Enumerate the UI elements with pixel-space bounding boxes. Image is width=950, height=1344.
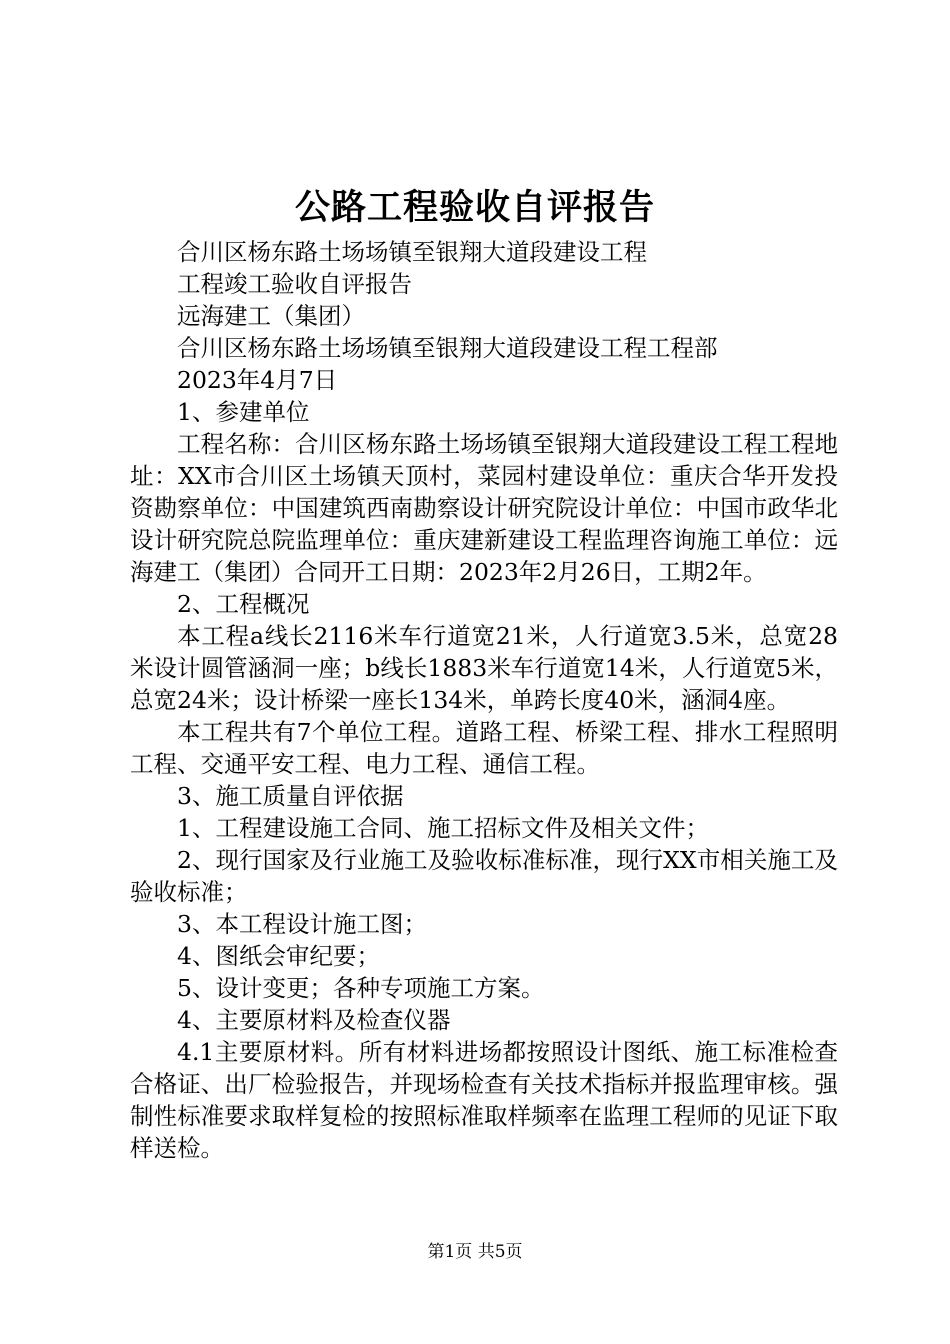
paragraph-report-name: 工程竣工验收自评报告 <box>177 270 412 298</box>
list-item-basis-2: 2、现行国家及行业施工及验收标准标准，现行XX市相关施工及验收标准； <box>130 846 838 906</box>
document-title: 公路工程验收自评报告 <box>294 187 655 228</box>
document-body <box>130 236 838 1164</box>
paragraph-overview-lines: 本工程a线长2116米车行道宽21米，人行道宽3.5米，总宽28米设计圆管涵洞一座；b线长1883米车行道宽14米，人行道宽5米，总宽24米；设计桥梁一座长134米，单跨长度40米，涵洞4座。 <box>130 622 838 714</box>
paragraph-overview-units: 本工程共有7个单位工程。道路工程、桥梁工程、排水工程照明工程、交通平安工程、电力工程、通信工程。 <box>130 718 838 778</box>
paragraph-company: 远海建工（集团） <box>177 302 365 330</box>
section-heading-4: 4、主要原材料及检查仪器 <box>177 1006 451 1034</box>
paragraph-department: 合川区杨东路土场场镇至银翔大道段建设工程工程部 <box>177 334 718 362</box>
page-number-footer: 第1页 共5页 <box>427 1242 523 1262</box>
list-item-basis-5: 5、设计变更；各种专项施工方案。 <box>177 974 545 1002</box>
section-heading-1: 1、参建单位 <box>177 398 310 426</box>
list-item-basis-3: 3、本工程设计施工图； <box>177 910 427 938</box>
list-item-basis-1: 1、工程建设施工合同、施工招标文件及相关文件； <box>177 814 709 842</box>
list-item-basis-4: 4、图纸会审纪要； <box>177 942 380 970</box>
section-heading-3: 3、施工质量自评依据 <box>177 782 404 810</box>
paragraph-date: 2023年4月7日 <box>177 366 338 394</box>
paragraph-project-name: 合川区杨东路土场场镇至银翔大道段建设工程 <box>177 238 647 266</box>
paragraph-participants: 工程名称：合川区杨东路土场场镇至银翔大道段建设工程工程地址：XX市合川区土场镇天顶村，菜园村建设单位：重庆合华开发投资勘察单位：中国建筑西南勘察设计研究院设计单位：中国市政华北设计研究院总院监理单位：重庆建新建设工程监理咨询施工单位：远海建工（集团）合同开工日期：2023年2月26日，工期2年。 <box>130 430 838 586</box>
section-heading-2: 2、工程概况 <box>177 590 310 618</box>
paragraph-materials: 4.1主要原材料。所有材料进场都按照设计图纸、施工标准检查合格证、出厂检验报告，并现场检查有关技术指标并报监理审核。强制性标准要求取样复检的按照标准取样频率在监理工程师的见证下取样送检。 <box>130 1038 838 1162</box>
